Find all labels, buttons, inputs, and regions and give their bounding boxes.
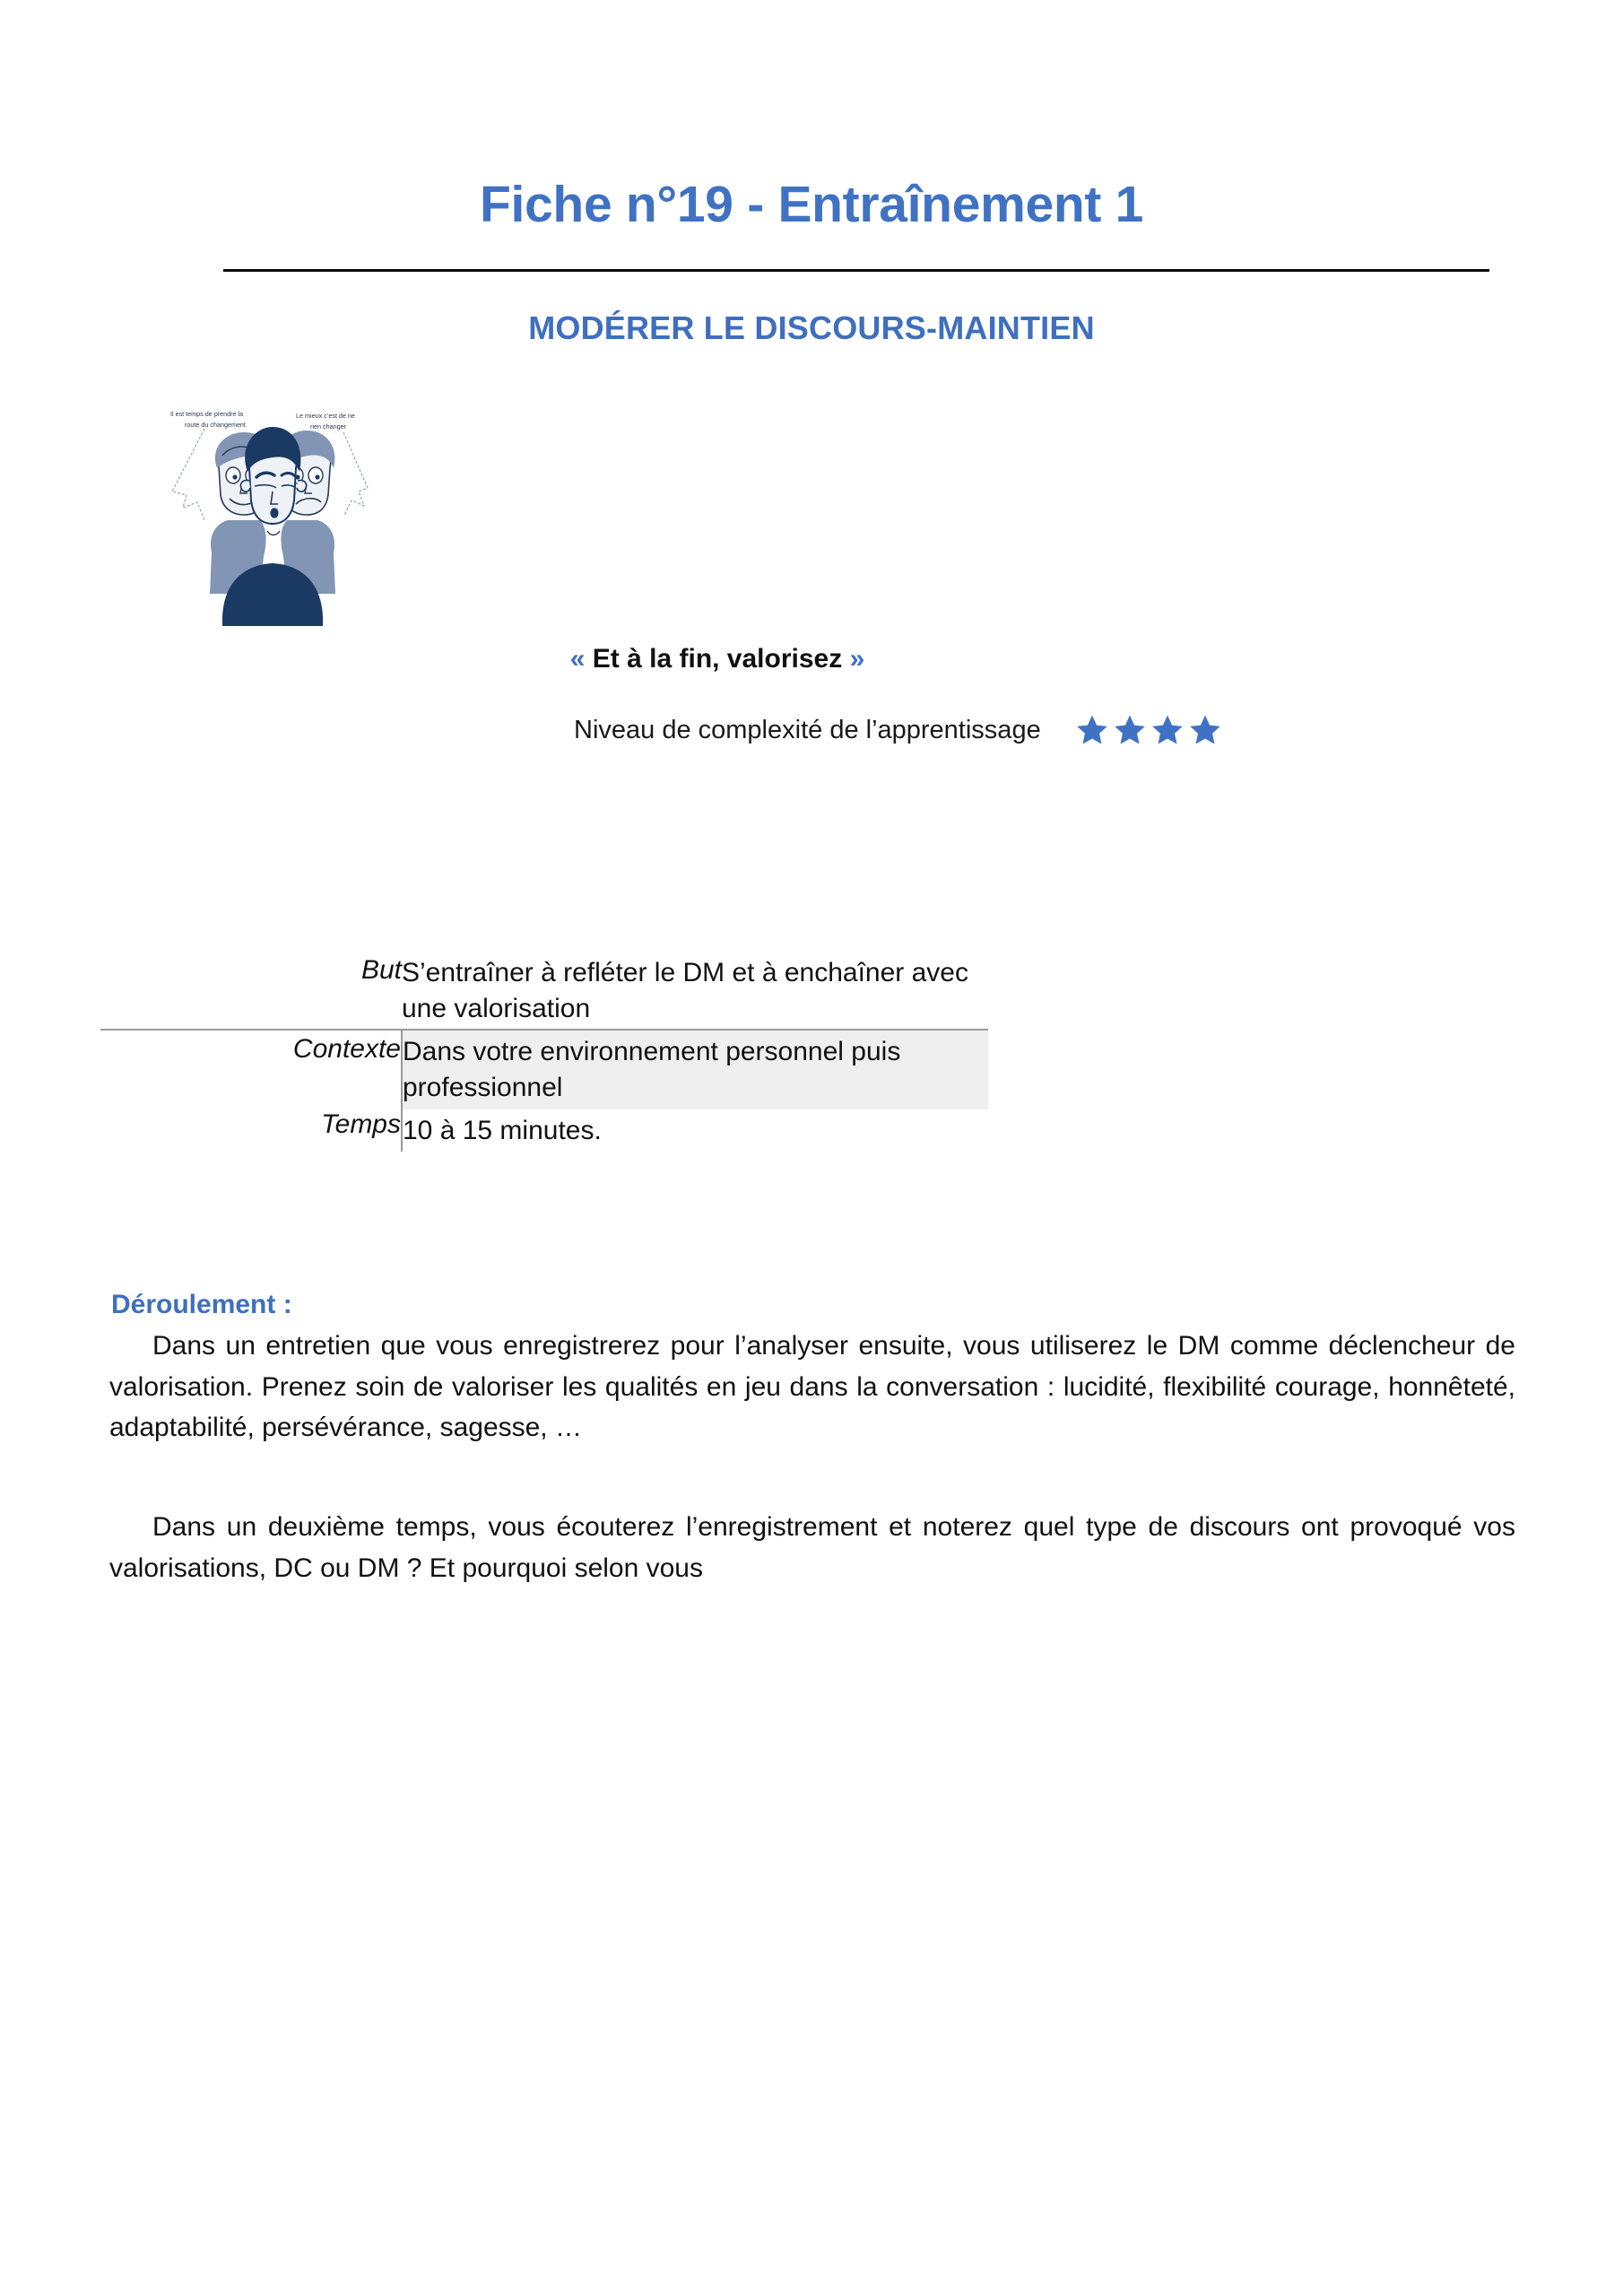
svg-text:Le mieux c’est de ne: Le mieux c’est de ne (296, 412, 355, 420)
row-label-but: But (360, 955, 402, 985)
quote-open-guillemet: « (569, 644, 586, 674)
star-icon (1113, 713, 1147, 747)
svg-text:route du changement: route du changement (185, 421, 246, 429)
complexity-star-rating (1075, 713, 1222, 747)
deroulement-heading: Déroulement : (111, 1290, 292, 1319)
quote-space (842, 644, 849, 674)
deroulement-paragraph-1: Dans un entretien que vous enregistrerez pour l’analyser ensuite, vous utiliserez le DM comme déclencheur de valorisation. Prenez soin de valoriser les qualités en jeu dans la conversation : lucidité, flexibilité courage, honnêteté, adaptabilité, persévérance, sagesse, … (109, 1331, 1515, 1443)
table-row (100, 1109, 988, 1152)
deroulement-paragraph-2: Dans un deuxième temps, vous écouterez l’enregistrement et noterez quel type de discours ont provoqué vos valorisations, DC ou DM ? Et pourquoi selon vous (109, 1512, 1515, 1583)
quote-text (585, 644, 592, 674)
info-table (100, 953, 988, 1152)
title-divider (223, 269, 1489, 272)
complexity-level-row (574, 713, 1381, 747)
star-icon (1075, 713, 1109, 747)
quote-close-guillemet: » (849, 644, 865, 674)
row-label-contexte: Contexte (100, 1030, 402, 1109)
row-value-contexte: Dans votre environnement personnel puis professionnel (402, 1030, 988, 1109)
complexity-level-label: Niveau de complexité de l’apprentissage (574, 715, 1041, 744)
star-icon (1150, 713, 1185, 747)
row-label-temps: Temps (321, 1109, 401, 1139)
table-row (100, 1030, 988, 1109)
page-title: Fiche n°19 - Entraînement 1 (479, 176, 1144, 233)
svg-text:rien changer: rien changer (310, 422, 346, 430)
quote-body: Et à la fin, valorisez (592, 644, 843, 674)
table-row (100, 953, 988, 1030)
three-faces-ambivalence-illustration (160, 402, 386, 626)
svg-text:Il est temps de prendre la: Il est temps de prendre la (170, 410, 244, 418)
row-value-temps: 10 à 15 minutes. (402, 1109, 988, 1152)
star-icon (1188, 713, 1222, 747)
page-subtitle: MODÉRER LE DISCOURS-MAINTIEN (528, 309, 1095, 346)
row-value-but: S’entraîner à refléter le DM et à enchaîner avec une valorisation (402, 958, 968, 1023)
quote-line (0, 644, 1435, 674)
